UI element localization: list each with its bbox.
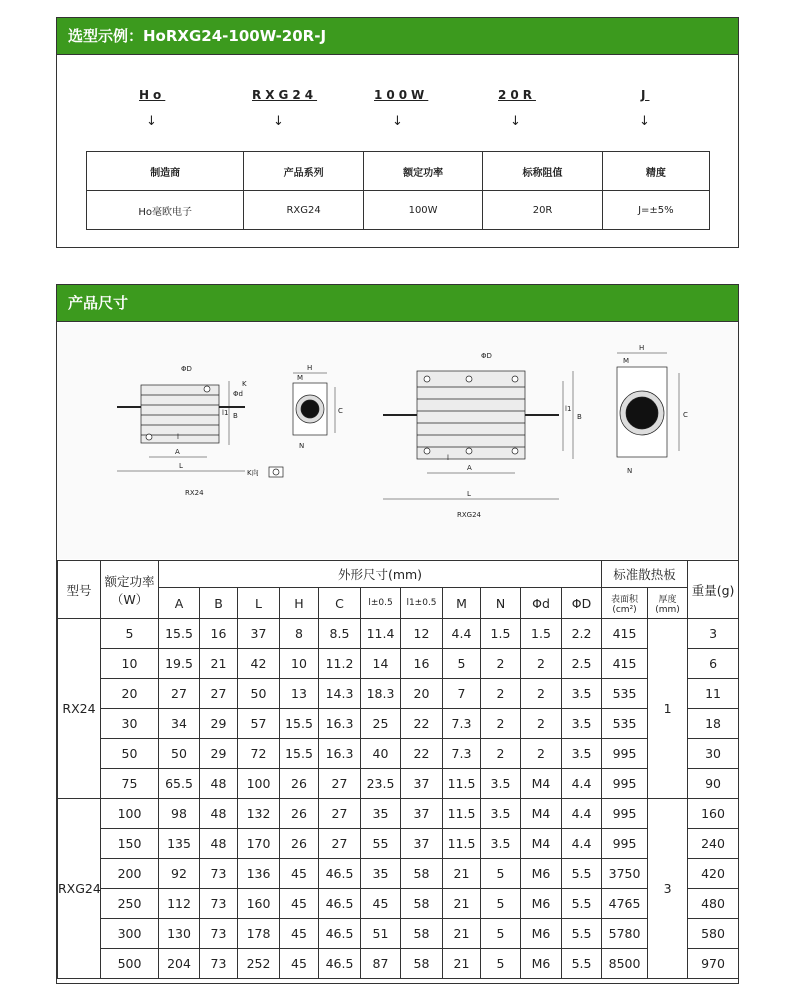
k-view-label: K向 [247, 469, 259, 477]
table-cell: M4 [521, 829, 562, 859]
dim-phid-label: Φd [233, 390, 243, 398]
table-cell: 178 [238, 919, 280, 949]
table-cell: 5.5 [562, 949, 602, 979]
table-cell: 37 [401, 829, 443, 859]
table-cell: 2 [481, 709, 521, 739]
header-heatsink: 标准散热板 [602, 561, 688, 588]
table-cell: 5.5 [562, 919, 602, 949]
table-cell: 8500 [602, 949, 648, 979]
table-cell: 3.5 [562, 739, 602, 769]
table-cell: 73 [200, 889, 238, 919]
dimension-diagram [57, 323, 738, 559]
rxg24-caption: RXG24 [457, 511, 481, 519]
side-H-label: H [307, 364, 313, 372]
table-cell: 5780 [602, 919, 648, 949]
table-cell: 480 [688, 889, 739, 919]
table-cell: 73 [200, 919, 238, 949]
value-resistance: 20R [483, 191, 602, 230]
table-cell: 535 [602, 679, 648, 709]
table-cell: 58 [401, 949, 443, 979]
table-cell: 2 [481, 679, 521, 709]
table-cell: 21 [443, 949, 481, 979]
table-cell: 21 [200, 649, 238, 679]
rxg-side-H-label: H [639, 344, 645, 352]
table-row [58, 739, 739, 769]
sub-A: A [159, 588, 200, 619]
table-row [58, 769, 739, 799]
header-power: 额定功率 [363, 152, 482, 191]
table-row [58, 799, 739, 829]
table-cell: 12 [401, 619, 443, 649]
table-cell: 3.5 [562, 709, 602, 739]
table-cell: 26 [280, 769, 319, 799]
table-row [58, 859, 739, 889]
table-cell: 57 [238, 709, 280, 739]
sub-H: H [280, 588, 319, 619]
header-tolerance: 精度 [602, 152, 709, 191]
table-cell: 65.5 [159, 769, 200, 799]
table-cell: 420 [688, 859, 739, 889]
dim-K-label: K [242, 380, 247, 388]
table-cell: 130 [159, 919, 200, 949]
table-cell: 7 [443, 679, 481, 709]
table-cell: 18.3 [361, 679, 401, 709]
code-tolerance: J [641, 88, 650, 102]
table-cell: 45 [280, 889, 319, 919]
table-cell: 4.4 [443, 619, 481, 649]
table-cell: 6 [688, 649, 739, 679]
rxg-l-label: l [447, 454, 449, 462]
table-cell: 16 [401, 649, 443, 679]
table-cell: 37 [401, 799, 443, 829]
table-cell: 22 [401, 739, 443, 769]
table-cell: 8 [280, 619, 319, 649]
table-cell: 100 [238, 769, 280, 799]
table-cell: 26 [280, 829, 319, 859]
table-cell: 45 [280, 949, 319, 979]
table-cell: 7.3 [443, 739, 481, 769]
table-row [58, 949, 739, 979]
sub-L: L [238, 588, 280, 619]
selection-example-title: 选型示例：HoRXG24-100W-20R-J [57, 18, 738, 55]
table-cell: 11.5 [443, 829, 481, 859]
table-cell: M6 [521, 949, 562, 979]
table-cell: 415 [602, 619, 648, 649]
table-cell: 20 [401, 679, 443, 709]
table-cell: 11.4 [361, 619, 401, 649]
table-cell: 11.5 [443, 799, 481, 829]
sub-phiD: ΦD [562, 588, 602, 619]
value-power: 100W [363, 191, 482, 230]
thickness-cell: 3 [648, 799, 688, 979]
table-cell: 58 [401, 889, 443, 919]
table-cell: 50 [159, 739, 200, 769]
table-cell: 2 [521, 679, 562, 709]
table-cell: 160 [238, 889, 280, 919]
table-cell: 3.5 [481, 829, 521, 859]
table-row [58, 709, 739, 739]
table-cell: 29 [200, 739, 238, 769]
header-weight: 重量(g) [688, 561, 739, 619]
table-cell: 4765 [602, 889, 648, 919]
selection-table [86, 151, 710, 230]
side-N-label: N [299, 442, 305, 450]
table-row [58, 829, 739, 859]
table-cell: 3.5 [481, 799, 521, 829]
dim-l1-label: l1 [222, 409, 229, 417]
header-dimensions: 外形尺寸(mm) [159, 561, 602, 588]
table-cell: 135 [159, 829, 200, 859]
value-tolerance: J=±5% [602, 191, 709, 230]
arrow-down-icon: ↓ [510, 114, 521, 129]
table-cell: 29 [200, 709, 238, 739]
table-cell: 20 [101, 679, 159, 709]
table-cell: 5 [481, 889, 521, 919]
table-cell: 34 [159, 709, 200, 739]
product-dimensions-panel [56, 284, 739, 984]
rxg-l1-label: l1 [565, 405, 572, 413]
table-cell: 48 [200, 769, 238, 799]
table-row [58, 649, 739, 679]
table-cell: 15.5 [280, 709, 319, 739]
rxg-A-label: A [467, 464, 472, 472]
table-cell: 10 [280, 649, 319, 679]
table-cell: 132 [238, 799, 280, 829]
table-cell: 45 [280, 919, 319, 949]
table-cell: 40 [361, 739, 401, 769]
header-series: 产品系列 [244, 152, 363, 191]
rxg-side-M-label: M [623, 357, 630, 365]
rxg-B-label: B [577, 413, 582, 421]
table-cell: M4 [521, 799, 562, 829]
table-cell: 2 [521, 709, 562, 739]
table-cell: M6 [521, 889, 562, 919]
table-cell: 50 [238, 679, 280, 709]
table-cell: 45 [280, 859, 319, 889]
table-cell: M6 [521, 859, 562, 889]
table-cell: 25 [361, 709, 401, 739]
header-model: 型号 [58, 561, 101, 619]
table-cell: M6 [521, 919, 562, 949]
table-cell: 92 [159, 859, 200, 889]
table-cell: 72 [238, 739, 280, 769]
table-cell: 160 [688, 799, 739, 829]
selection-example-panel [56, 17, 739, 248]
table-cell: 27 [319, 769, 361, 799]
sub-B: B [200, 588, 238, 619]
arrow-down-icon: ↓ [273, 114, 284, 129]
table-cell: 150 [101, 829, 159, 859]
table-cell: 1.5 [521, 619, 562, 649]
sub-thickness: 厚度(mm) [648, 588, 688, 619]
model-cell: RXG24 [58, 799, 101, 979]
table-cell: 98 [159, 799, 200, 829]
table-cell: 995 [602, 769, 648, 799]
table-cell: 2 [521, 739, 562, 769]
table-cell: 112 [159, 889, 200, 919]
table-cell: 27 [319, 799, 361, 829]
table-cell: 58 [401, 859, 443, 889]
dim-l-label: l [177, 433, 179, 441]
product-dimensions-title: 产品尺寸 [57, 285, 738, 322]
table-cell: 46.5 [319, 919, 361, 949]
table-cell: 27 [159, 679, 200, 709]
table-cell: 136 [238, 859, 280, 889]
header-manufacturer: 制造商 [87, 152, 244, 191]
rxg-side-C-label: C [683, 411, 688, 419]
table-cell: 90 [688, 769, 739, 799]
table-cell: 48 [200, 799, 238, 829]
table-cell: 35 [361, 799, 401, 829]
rxg-L-label: L [467, 490, 471, 498]
table-cell: 2 [521, 649, 562, 679]
sub-phid: Φd [521, 588, 562, 619]
table-row [58, 919, 739, 949]
table-cell: 5 [481, 949, 521, 979]
code-series: RXG24 [252, 88, 318, 102]
table-cell: 87 [361, 949, 401, 979]
table-cell: 580 [688, 919, 739, 949]
dim-phiD-label: ΦD [181, 365, 192, 373]
table-cell: 16 [200, 619, 238, 649]
table-cell: 48 [200, 829, 238, 859]
table-cell: 27 [319, 829, 361, 859]
table-cell: 16.3 [319, 739, 361, 769]
dim-L-label: L [179, 462, 183, 470]
table-cell: 100 [101, 799, 159, 829]
code-row [57, 88, 738, 108]
sub-M: M [443, 588, 481, 619]
table-cell: 14.3 [319, 679, 361, 709]
table-cell: 37 [401, 769, 443, 799]
side-M-label: M [297, 374, 304, 382]
table-cell: 35 [361, 859, 401, 889]
table-cell: 22 [401, 709, 443, 739]
table-row [58, 619, 739, 649]
code-manufacturer: Ho [139, 88, 166, 102]
table-cell: 250 [101, 889, 159, 919]
table-cell: 970 [688, 949, 739, 979]
side-C-label: C [338, 407, 343, 415]
table-cell: 19.5 [159, 649, 200, 679]
table-cell: 1.5 [481, 619, 521, 649]
table-cell: 13 [280, 679, 319, 709]
arrow-down-icon: ↓ [639, 114, 650, 129]
table-cell: 15.5 [159, 619, 200, 649]
table-cell: 45 [361, 889, 401, 919]
table-cell: 30 [688, 739, 739, 769]
header-rated-power: 额定功率（W） [101, 561, 159, 619]
table-cell: 5 [101, 619, 159, 649]
table-cell: 3 [688, 619, 739, 649]
table-cell: 14 [361, 649, 401, 679]
table-cell: 2.5 [562, 649, 602, 679]
table-cell: 995 [602, 829, 648, 859]
table-cell: 2 [481, 739, 521, 769]
table-cell: 2 [481, 649, 521, 679]
table-cell: 51 [361, 919, 401, 949]
table-cell: 16.3 [319, 709, 361, 739]
table-cell: 73 [200, 859, 238, 889]
header-resistance: 标称阻值 [483, 152, 602, 191]
table-cell: 75 [101, 769, 159, 799]
table-cell: 5 [481, 919, 521, 949]
arrow-down-icon: ↓ [392, 114, 403, 129]
table-cell: 15.5 [280, 739, 319, 769]
table-cell: 4.4 [562, 829, 602, 859]
table-cell: 73 [200, 949, 238, 979]
table-cell: 50 [101, 739, 159, 769]
table-row [58, 889, 739, 919]
table-cell: 30 [101, 709, 159, 739]
value-manufacturer: Ho毫欧电子 [87, 191, 244, 230]
table-cell: 21 [443, 889, 481, 919]
table-cell: 7.3 [443, 709, 481, 739]
table-cell: 170 [238, 829, 280, 859]
table-cell: 21 [443, 859, 481, 889]
table-cell: 2.2 [562, 619, 602, 649]
table-cell: 535 [602, 709, 648, 739]
table-cell: 3750 [602, 859, 648, 889]
table-cell: 55 [361, 829, 401, 859]
dimension-table [57, 560, 739, 979]
dim-B-label: B [233, 412, 238, 420]
table-cell: 415 [602, 649, 648, 679]
table-cell: 46.5 [319, 949, 361, 979]
table-cell: 11 [688, 679, 739, 709]
dim-A-label: A [175, 448, 180, 456]
table-cell: 5 [443, 649, 481, 679]
table-cell: 500 [101, 949, 159, 979]
table-cell: 46.5 [319, 859, 361, 889]
sub-N: N [481, 588, 521, 619]
code-resistance: 20R [498, 88, 536, 102]
thickness-cell: 1 [648, 619, 688, 799]
table-cell: M4 [521, 769, 562, 799]
table-cell: 11.2 [319, 649, 361, 679]
table-cell: 42 [238, 649, 280, 679]
rx24-caption: RX24 [185, 489, 204, 497]
arrow-down-icon: ↓ [146, 114, 157, 129]
rxg-side-N-label: N [627, 467, 633, 475]
sub-l: l±0.5 [361, 588, 401, 619]
table-cell: 8.5 [319, 619, 361, 649]
value-series: RXG24 [244, 191, 363, 230]
sub-surface-area: 表面积(cm²) [602, 588, 648, 619]
table-cell: 58 [401, 919, 443, 949]
sub-C: C [319, 588, 361, 619]
table-cell: 3.5 [562, 679, 602, 709]
table-cell: 4.4 [562, 769, 602, 799]
model-cell: RX24 [58, 619, 101, 799]
table-cell: 21 [443, 919, 481, 949]
table-cell: 4.4 [562, 799, 602, 829]
table-cell: 27 [200, 679, 238, 709]
table-cell: 240 [688, 829, 739, 859]
table-cell: 204 [159, 949, 200, 979]
table-cell: 18 [688, 709, 739, 739]
table-cell: 300 [101, 919, 159, 949]
table-cell: 995 [602, 799, 648, 829]
table-row [58, 679, 739, 709]
sub-l1: l1±0.5 [401, 588, 443, 619]
table-cell: 5.5 [562, 889, 602, 919]
code-power: 100W [374, 88, 429, 102]
table-cell: 252 [238, 949, 280, 979]
table-cell: 23.5 [361, 769, 401, 799]
table-cell: 995 [602, 739, 648, 769]
table-cell: 10 [101, 649, 159, 679]
table-cell: 5.5 [562, 859, 602, 889]
table-cell: 26 [280, 799, 319, 829]
table-cell: 200 [101, 859, 159, 889]
table-cell: 37 [238, 619, 280, 649]
rxg-phiD-label: ΦD [481, 352, 492, 360]
table-cell: 3.5 [481, 769, 521, 799]
table-cell: 46.5 [319, 889, 361, 919]
table-cell: 5 [481, 859, 521, 889]
table-cell: 11.5 [443, 769, 481, 799]
